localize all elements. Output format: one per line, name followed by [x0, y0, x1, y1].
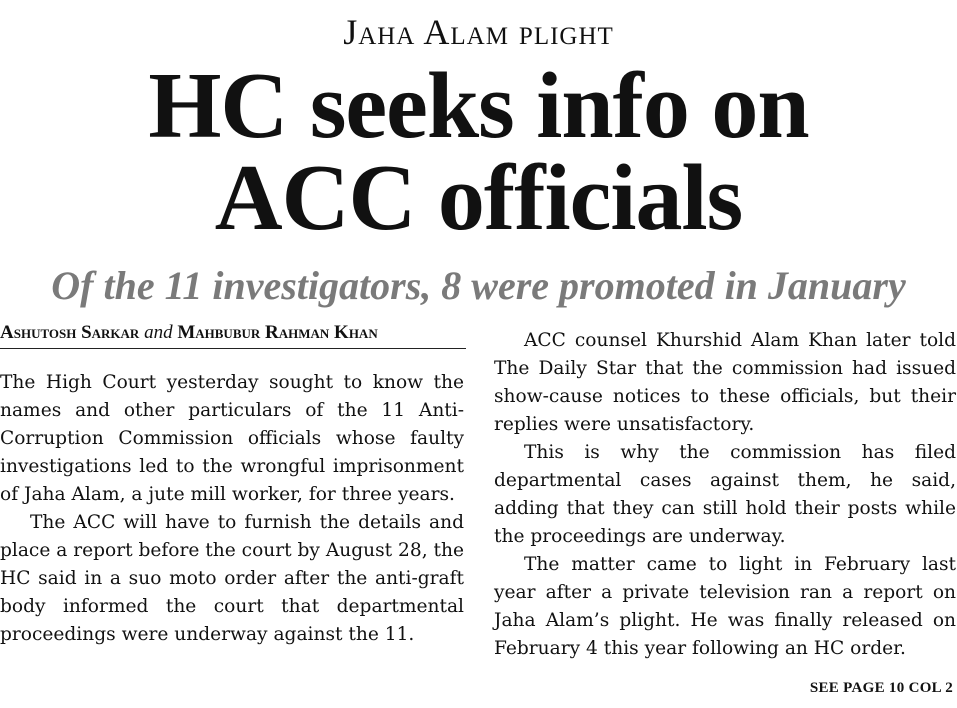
article-column-left [0, 369, 464, 649]
article-paragraph: The High Court yesterday sought to know the names and other particulars of the 11 Anti-Corruption Commission officials whose faulty investigations led to the wrongful imprisonment of Jaha Alam, a jute mill worker, for three years. [0, 372, 464, 505]
headline [0, 54, 957, 250]
byline-author-2: Mahbubur Rahman Khan [177, 322, 378, 343]
byline-conjunction: and [144, 322, 173, 343]
continuation-jump: SEE PAGE 10 COL 2 [809, 680, 953, 696]
kicker: Jaha Alam plight [343, 12, 614, 52]
byline-author-1: Ashutosh Sarkar [0, 322, 140, 343]
byline [0, 318, 466, 349]
headline-line-2: ACC officials [214, 146, 743, 250]
article-paragraph: This is why the commission has filed departmental cases against them, he said, adding that they can still hold their posts while the proceedings are underway. [494, 442, 956, 547]
article-paragraph: The ACC will have to furnish the details and place a report before the court by August 28, the HC said in a suo moto order after the anti-graft body informed the court that departmental proceedings were underway against the 11. [0, 512, 464, 645]
article-paragraph: The matter came to light in February last year after a private television ran a report on Jaha Alam’s plight. He was finally released on February 4 this year following an HC order. [494, 554, 956, 659]
subheadline: Of the 11 investigators, 8 were promoted in January [51, 263, 906, 308]
headline-line-1: HC seeks info on [148, 54, 809, 158]
article-column-right [494, 327, 956, 663]
article-paragraph: ACC counsel Khurshid Alam Khan later told The Daily Star that the commission had issued show-cause notices to these officials, but their replies were unsatisfactory. [494, 330, 956, 435]
